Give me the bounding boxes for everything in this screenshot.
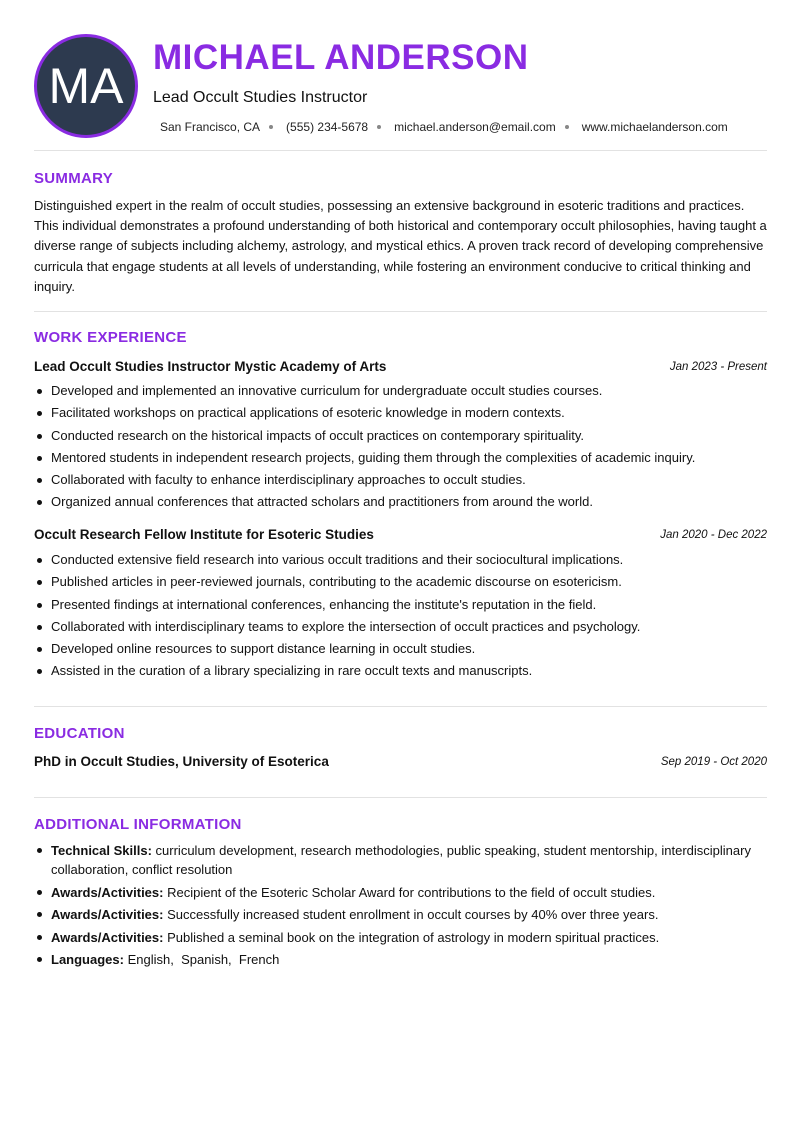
contact-email[interactable]: michael.anderson@email.com <box>394 120 556 134</box>
divider <box>34 797 767 798</box>
separator-dot-icon <box>565 125 569 129</box>
item-label: Technical Skills: <box>51 843 152 858</box>
list-item: Collaborated with interdisciplinary teams to explore the intersection of occult practices and psychology. <box>34 616 767 638</box>
list-item: Published articles in peer-reviewed journals, contributing to the academic discourse on esotericism. <box>34 571 767 593</box>
item-label: Languages: <box>51 952 124 968</box>
list-item: Conducted extensive field research into various occult traditions and their sociocultural implications. <box>34 549 767 571</box>
education-heading: EDUCATION <box>34 725 125 742</box>
additional-info-list <box>34 841 767 973</box>
job-title: Occult Research Fellow Institute for Esoteric Studies <box>34 527 374 542</box>
list-item: Collaborated with faculty to enhance interdisciplinary approaches to occult studies. <box>34 469 767 491</box>
job-bullets <box>34 380 767 514</box>
list-item: Conducted research on the historical impacts of occult practices on contemporary spirituality. <box>34 425 767 447</box>
resume-header <box>0 0 800 150</box>
job-bullets <box>34 549 767 683</box>
contact-line <box>160 120 728 134</box>
item-label: Awards/Activities: <box>51 907 164 923</box>
job-title: Lead Occult Studies Instructor Mystic Academy of Arts <box>34 359 387 374</box>
item-label: Awards/Activities: <box>51 884 164 900</box>
separator-dot-icon <box>269 125 273 129</box>
item-text: Published a seminal book on the integration of astrology in modern spiritual practices. <box>167 929 660 945</box>
job-dates: Jan 2023 - Present <box>669 361 767 373</box>
list-item: Organized annual conferences that attracted scholars and practitioners from around the world. <box>34 491 767 513</box>
avatar <box>34 34 138 138</box>
list-item: Assisted in the curation of a library specializing in rare occult texts and manuscripts. <box>34 660 767 682</box>
item-text: curriculum development, research methodologies, public speaking, student mentorship, interdisciplinary collaboration, conflict resolution <box>51 843 751 877</box>
list-item: Developed online resources to support distance learning in occult studies. <box>34 638 767 660</box>
list-item: Facilitated workshops on practical applications of esoteric knowledge in modern contexts. <box>34 402 767 424</box>
summary-text: Distinguished expert in the realm of occult studies, possessing an extensive background in esoteric traditions and practices. This individual demonstrates a profound understanding of both historical and contemporary occult philosophies, having taught a diverse range of subjects including alchemy, astrology, and mystical ethics. A proven track record of developing comprehensive curricula that engage students at all levels of understanding, while fostering an environment conducive to critical thinking and inquiry. <box>34 198 767 294</box>
job-header <box>34 359 767 377</box>
list-item: Mentored students in independent research projects, guiding them through the complexities of academic inquiry. <box>34 447 767 469</box>
list-item <box>34 883 767 902</box>
list-item <box>34 841 767 879</box>
contact-location: San Francisco, CA <box>160 120 261 134</box>
work-experience-heading: WORK EXPERIENCE <box>34 329 187 346</box>
separator-dot-icon <box>377 125 381 129</box>
contact-website[interactable]: www.michaelanderson.com <box>581 120 728 134</box>
person-name: MICHAEL ANDERSON <box>153 38 529 77</box>
contact-phone: (555) 234-5678 <box>286 120 369 134</box>
item-text: Successfully increased student enrollment in occult courses by 40% over three years. <box>167 907 659 923</box>
education-entry <box>34 754 767 772</box>
education-dates: Sep 2019 - Oct 2020 <box>660 756 767 768</box>
item-text: English, Spanish, French <box>127 952 280 968</box>
list-item <box>34 950 767 969</box>
item-text: Recipient of the Esoteric Scholar Award for contributions to the field of occult studies. <box>167 884 656 900</box>
list-item: Developed and implemented an innovative curriculum for undergraduate occult studies courses. <box>34 380 767 402</box>
item-label: Awards/Activities: <box>51 929 164 945</box>
divider <box>34 706 767 707</box>
degree-title: PhD in Occult Studies, University of Esoterica <box>34 754 329 769</box>
job-role: Lead Occult Studies Instructor <box>153 89 368 106</box>
avatar-initials: MA <box>48 58 124 114</box>
summary-heading: SUMMARY <box>34 170 114 187</box>
job-dates: Jan 2020 - Dec 2022 <box>660 529 767 541</box>
list-item <box>34 928 767 947</box>
list-item <box>34 905 767 924</box>
list-item: Presented findings at international conferences, enhancing the institute's reputation in the field. <box>34 594 767 616</box>
job-header <box>34 527 767 545</box>
additional-info-heading: ADDITIONAL INFORMATION <box>34 816 242 833</box>
divider <box>34 150 767 151</box>
divider <box>34 311 767 312</box>
